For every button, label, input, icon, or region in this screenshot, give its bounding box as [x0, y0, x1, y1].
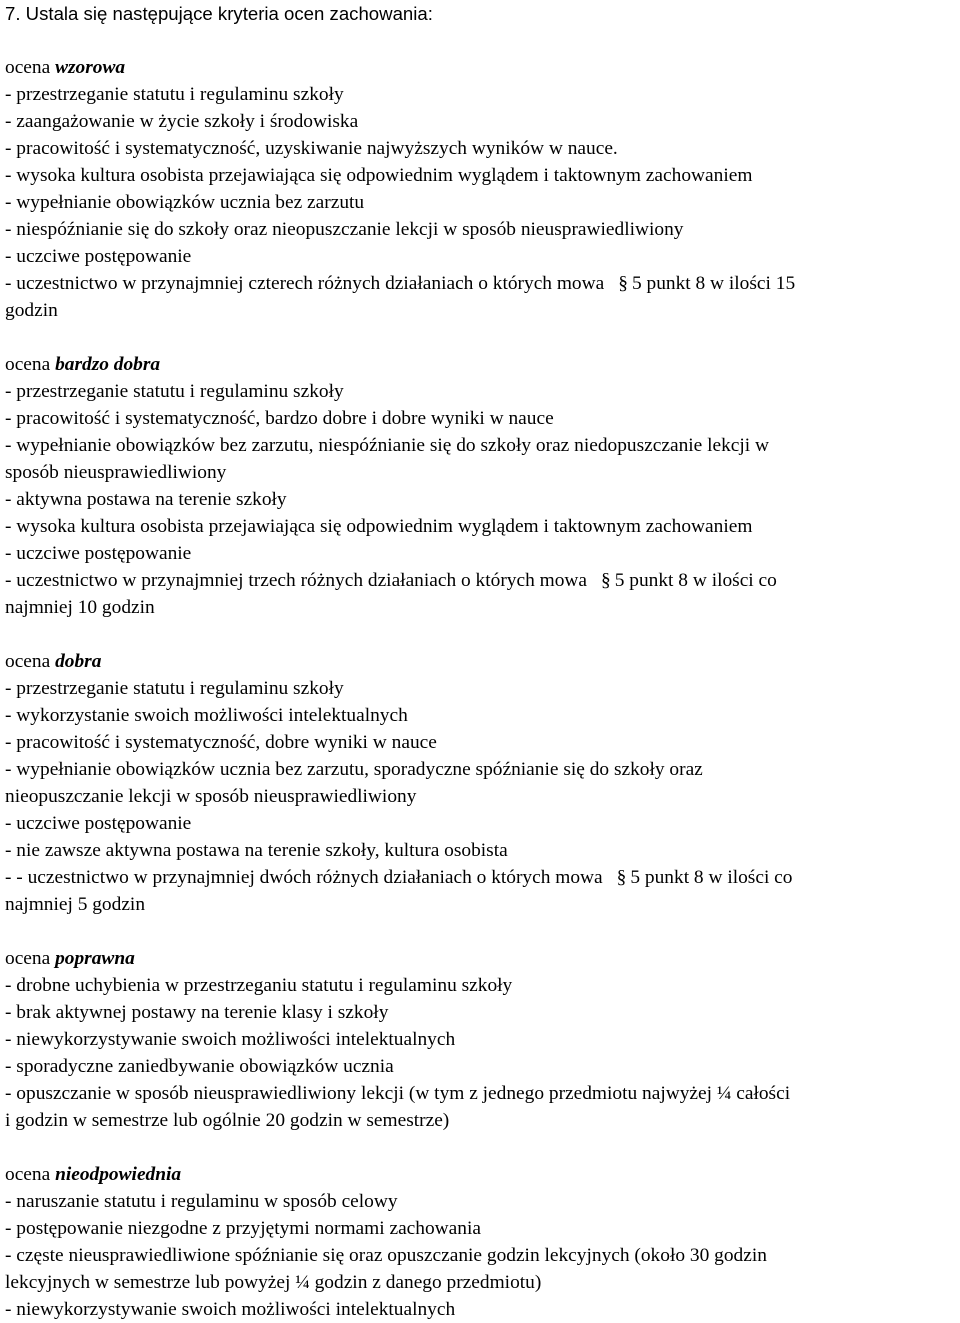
section-title [5, 945, 957, 972]
criterion: - wykorzystanie swoich możliwości intelektualnych [5, 705, 408, 726]
participation-continuation: najmniej 10 godzin [5, 597, 155, 618]
criterion: - wypełnianie obowiązków ucznia bez zarzutu [5, 192, 365, 213]
spacer [5, 27, 957, 54]
criterion: - uczciwe postępowanie [5, 813, 192, 834]
criterion: sposób nieusprawiedliwiony [5, 462, 227, 483]
participation-reference: 5 punkt 8 w ilości co [630, 867, 793, 888]
section-title [5, 1161, 957, 1188]
criterion: - wypełnianie obowiązków bez zarzutu, niespóźnianie się do szkoły oraz niedopuszczanie lekcji w [5, 435, 770, 456]
criterion: - aktywna postawa na terenie szkoły [5, 489, 287, 510]
spacer [5, 324, 957, 351]
grade-name: bardzo dobra [55, 354, 161, 375]
participation-continuation: najmniej 5 godzin [5, 894, 146, 915]
criterion: - sporadyczne zaniedbywanie obowiązków ucznia [5, 1056, 394, 1077]
document-page [5, 0, 957, 1323]
section-nieodpowiednia [5, 1161, 957, 1323]
criterion: - wysoka kultura osobista przejawiająca się odpowiednim wyglądem i taktownym zachowaniem [5, 516, 753, 537]
spacer [5, 918, 957, 945]
section-prefix: ocena [5, 354, 56, 375]
section-title [5, 351, 957, 378]
criterion: - pracowitość i systematyczność, dobre wyniki w nauce [5, 732, 437, 753]
criterion: - niespóźnianie się do szkoły oraz nieopuszczanie lekcji w sposób nieusprawiedliwiony [5, 219, 684, 240]
criterion: - niewykorzystywanie swoich możliwości intelektualnych [5, 1299, 456, 1320]
participation-criterion [5, 864, 957, 891]
grade-name: nieodpowiednia [55, 1164, 182, 1185]
criterion: - niewykorzystywanie swoich możliwości intelektualnych [5, 1029, 456, 1050]
section-title [5, 54, 957, 81]
section-prefix: ocena [5, 948, 56, 969]
grade-name: poprawna [55, 948, 135, 969]
criterion: - nie zawsze aktywna postawa na terenie szkoły, kultura osobista [5, 840, 508, 861]
criterion: - uczciwe postępowanie [5, 246, 192, 267]
criterion: - wypełnianie obowiązków ucznia bez zarzutu, sporadyczne spóźnianie się do szkoły oraz [5, 759, 703, 780]
grade-name: wzorowa [55, 57, 126, 78]
section-dobra [5, 648, 957, 918]
criterion: - drobne uchybienia w przestrzeganiu statutu i regulaminu szkoły [5, 975, 513, 996]
section-prefix: ocena [5, 651, 56, 672]
section-wzorowa [5, 54, 957, 324]
participation-criterion [5, 270, 957, 297]
section-prefix: ocena [5, 57, 56, 78]
criterion: lekcyjnych w semestrze lub powyżej ¼ godzin z danego przedmiotu) [5, 1272, 542, 1293]
paragraph-sign: § [601, 570, 611, 591]
criterion: - częste nieusprawiedliwione spóźnianie się oraz opuszczanie godzin lekcyjnych (około 30 godzin [5, 1245, 767, 1266]
grade-name: dobra [55, 651, 102, 672]
criterion: - postępowanie niezgodne z przyjętymi normami zachowania [5, 1218, 481, 1239]
participation-continuation: godzin [5, 300, 58, 321]
paragraph-sign: § [616, 867, 627, 888]
criterion: - uczciwe postępowanie [5, 543, 192, 564]
section-bardzo-dobra [5, 351, 957, 621]
participation-text: - uczestnictwo w przynajmniej czterech różnych działaniach o których mowa [5, 273, 605, 294]
criterion: - wysoka kultura osobista przejawiająca się odpowiednim wyglądem i taktownym zachowaniem [5, 165, 753, 186]
spacer [5, 1134, 957, 1161]
criterion: - zaangażowanie w życie szkoły i środowiska [5, 111, 359, 132]
section-prefix: ocena [5, 1164, 56, 1185]
participation-reference: 5 punkt 8 w ilości 15 [631, 273, 796, 294]
criterion: i godzin w semestrze lub ogólnie 20 godzin w semestrze) [5, 1110, 450, 1131]
criterion: - naruszanie statutu i regulaminu w sposób celowy [5, 1191, 398, 1212]
criterion: - brak aktywnej postawy na terenie klasy i szkoły [5, 1002, 389, 1023]
criterion: - pracowitość i systematyczność, bardzo dobre i dobre wyniki w nauce [5, 408, 554, 429]
section-poprawna [5, 945, 957, 1134]
participation-criterion [5, 567, 957, 594]
criterion: - przestrzeganie statutu i regulaminu szkoły [5, 84, 344, 105]
criterion: - przestrzeganie statutu i regulaminu szkoły [5, 678, 344, 699]
participation-text: - - uczestnictwo w przynajmniej dwóch różnych działaniach o których mowa [5, 867, 603, 888]
document-heading: 7. Ustala się następujące kryteria ocen zachowania: [5, 3, 433, 24]
criterion: - pracowitość i systematyczność, uzyskiwanie najwyższych wyników w nauce. [5, 138, 618, 159]
participation-reference: 5 punkt 8 w ilości co [614, 570, 777, 591]
section-title [5, 648, 957, 675]
criterion: - opuszczanie w sposób nieusprawiedliwiony lekcji (w tym z jednego przedmiotu najwyżej ¼ całości [5, 1083, 791, 1104]
spacer [5, 621, 957, 648]
criterion: - przestrzeganie statutu i regulaminu szkoły [5, 381, 344, 402]
paragraph-sign: § [618, 273, 628, 294]
criterion: nieopuszczanie lekcji w sposób nieusprawiedliwiony [5, 786, 417, 807]
participation-text: - uczestnictwo w przynajmniej trzech różnych działaniach o których mowa [5, 570, 588, 591]
